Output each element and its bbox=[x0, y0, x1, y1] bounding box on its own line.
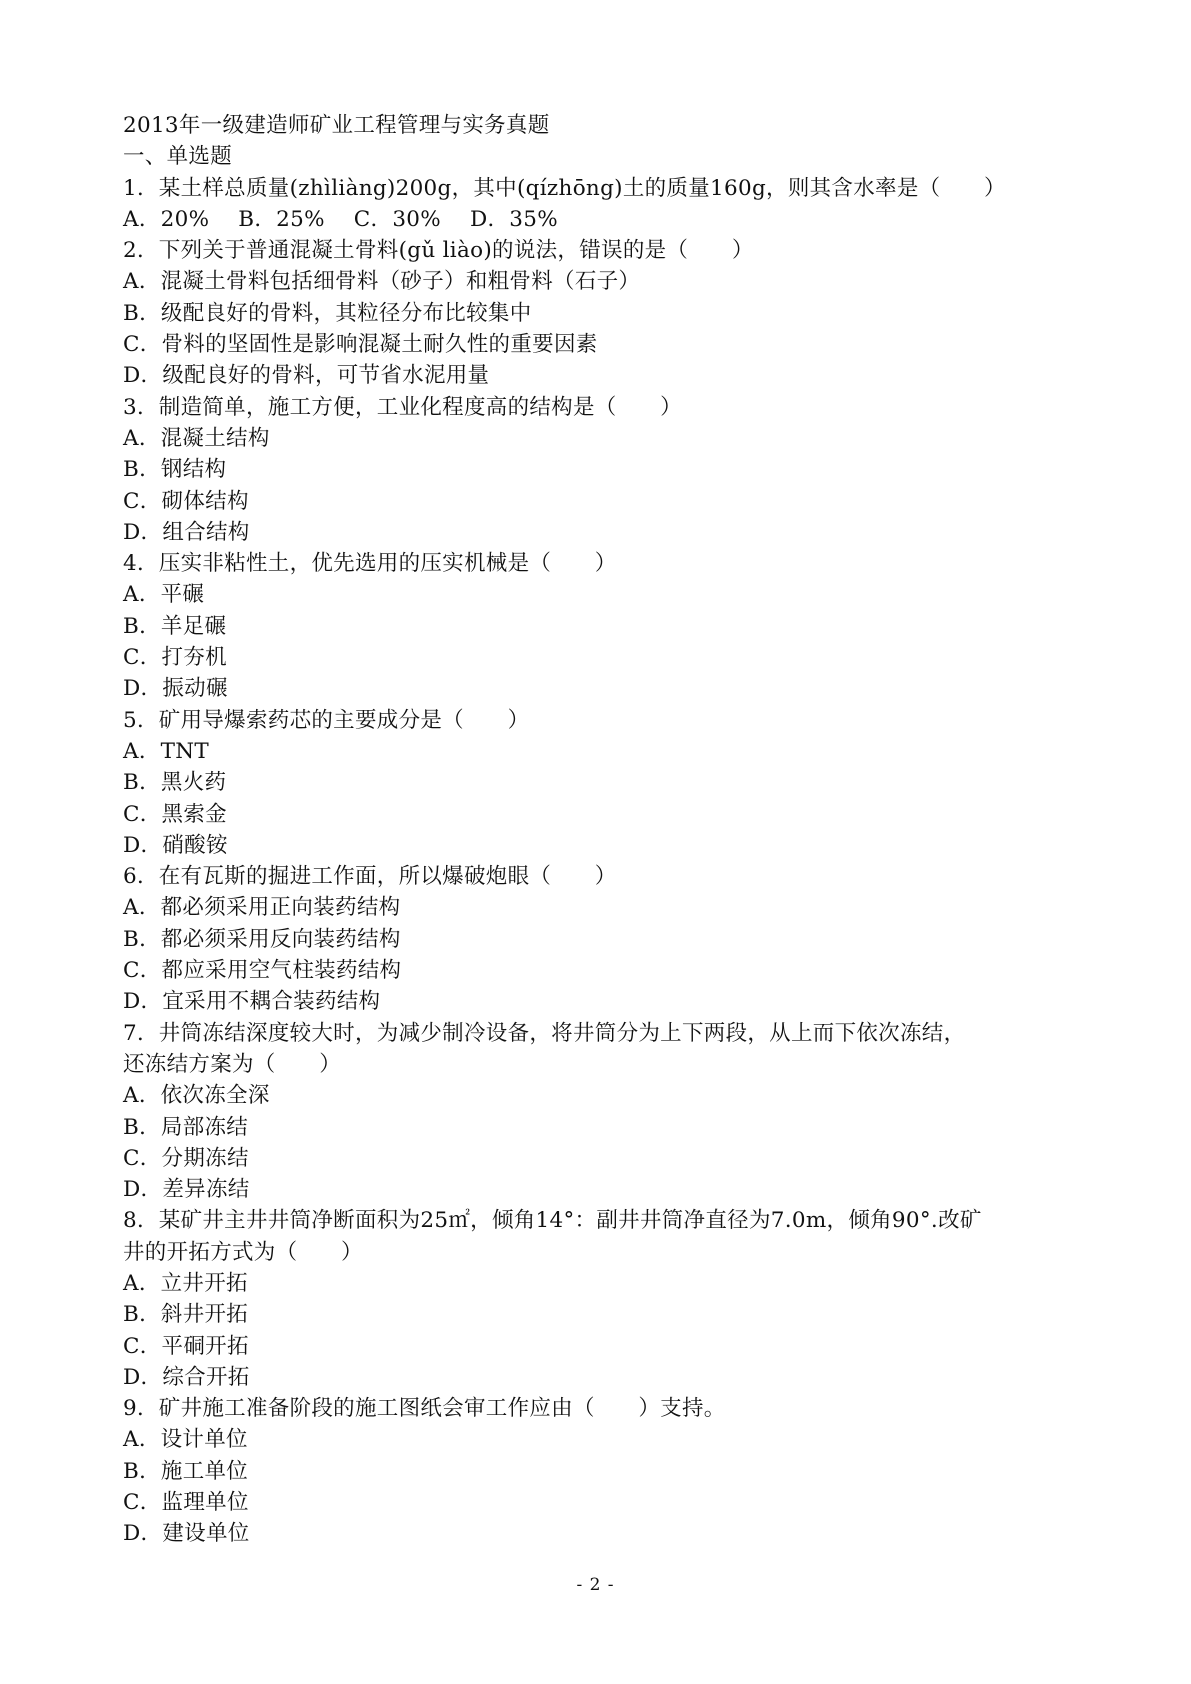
answer-option: A．TNT bbox=[123, 738, 210, 764]
answer-option: C．平硐开拓 bbox=[123, 1333, 249, 1359]
question-list bbox=[123, 173, 1083, 1550]
answer-option: D．振动碾 bbox=[123, 676, 228, 702]
answer-option: C．打夯机 bbox=[123, 645, 227, 671]
answer-option: A．平碾 bbox=[123, 582, 205, 608]
question-item bbox=[123, 235, 1083, 391]
question-stem: 3．制造简单，施工方便，工业化程度高的结构是（ ） bbox=[123, 394, 682, 420]
answer-option: C．监理单位 bbox=[123, 1490, 249, 1516]
answer-option: B．局部冻结 bbox=[123, 1114, 249, 1140]
question-item bbox=[123, 861, 1083, 1017]
question-stem: 还冻结方案为（ ） bbox=[123, 1051, 342, 1077]
question-stem: 8．某矿井主井井筒净断面积为25㎡，倾角14°：副井井筒净直径为7.0m，倾角90°.改矿 bbox=[123, 1208, 982, 1234]
document-body bbox=[123, 110, 1083, 1550]
answer-option: B．施工单位 bbox=[123, 1458, 249, 1484]
answer-option: A．都必须采用正向装药结构 bbox=[123, 895, 401, 921]
answer-option: C．黑索金 bbox=[123, 801, 227, 827]
question-stem: 4．压实非粘性土，优先选用的压实机械是（ ） bbox=[123, 551, 617, 577]
page-number: - 2 - bbox=[576, 1575, 615, 1595]
document-title: 2013年一级建造师矿业工程管理与实务真题 bbox=[123, 113, 550, 138]
answer-option: C．分期冻结 bbox=[123, 1145, 249, 1171]
question-stem: 7．井筒冻结深度较大时，为减少制冷设备，将井筒分为上下两段，从上而下依次冻结， bbox=[123, 1020, 966, 1046]
answer-option: A．混凝土骨料包括细骨料（砂子）和粗骨料（石子） bbox=[123, 269, 641, 295]
answer-option: A．依次冻全深 bbox=[123, 1083, 270, 1109]
question-item bbox=[123, 1205, 1083, 1393]
question-item bbox=[123, 548, 1083, 704]
question-stem: 1．某土样总质量(zhìliàng)200g，其中(qízhōng)土的质量160g，则其含水率是（ ） bbox=[123, 175, 1006, 201]
answer-option: A．混凝土结构 bbox=[123, 425, 270, 451]
question-stem: 井的开拓方式为（ ） bbox=[123, 1239, 363, 1265]
answer-option: B．钢结构 bbox=[123, 457, 227, 483]
answer-option: B．羊足碾 bbox=[123, 613, 227, 639]
answer-option: C．都应采用空气柱装药结构 bbox=[123, 958, 402, 984]
question-item bbox=[123, 392, 1083, 548]
question-item bbox=[123, 1393, 1083, 1549]
question-item bbox=[123, 173, 1083, 236]
answer-option: A．立井开拓 bbox=[123, 1270, 248, 1296]
question-item bbox=[123, 705, 1083, 861]
question-item bbox=[123, 1018, 1083, 1206]
question-stem: 9．矿井施工准备阶段的施工图纸会审工作应由（ ）支持。 bbox=[123, 1396, 726, 1422]
answer-option: D．级配良好的骨料，可节省水泥用量 bbox=[123, 363, 490, 389]
question-stem: 6．在有瓦斯的掘进工作面，所以爆破炮眼（ ） bbox=[123, 864, 617, 890]
answer-option: B．斜井开拓 bbox=[123, 1302, 249, 1328]
answer-option: D．建设单位 bbox=[123, 1521, 250, 1547]
question-stem: 5．矿用导爆索药芯的主要成分是（ ） bbox=[123, 707, 530, 733]
answer-option: B．级配良好的骨料，其粒径分布比较集中 bbox=[123, 300, 532, 326]
answer-option: B．都必须采用反向装药结构 bbox=[123, 926, 401, 952]
answer-option: A．20% B．25% C．30% D．35% bbox=[123, 206, 558, 232]
answer-option: C．骨料的坚固性是影响混凝土耐久性的重要因素 bbox=[123, 332, 598, 358]
answer-option: D．组合结构 bbox=[123, 519, 250, 545]
answer-option: D．差异冻结 bbox=[123, 1177, 250, 1203]
answer-option: D．宜采用不耦合装药结构 bbox=[123, 989, 381, 1015]
answer-option: C．砌体结构 bbox=[123, 488, 249, 514]
question-stem: 2．下列关于普通混凝土骨料(gǔ liào)的说法，错误的是（ ） bbox=[123, 238, 754, 264]
answer-option: D．硝酸铵 bbox=[123, 832, 228, 858]
answer-option: B．黑火药 bbox=[123, 770, 227, 796]
answer-option: A．设计单位 bbox=[123, 1427, 248, 1453]
answer-option: D．综合开拓 bbox=[123, 1364, 250, 1390]
section-heading: 一、单选题 bbox=[123, 144, 233, 170]
